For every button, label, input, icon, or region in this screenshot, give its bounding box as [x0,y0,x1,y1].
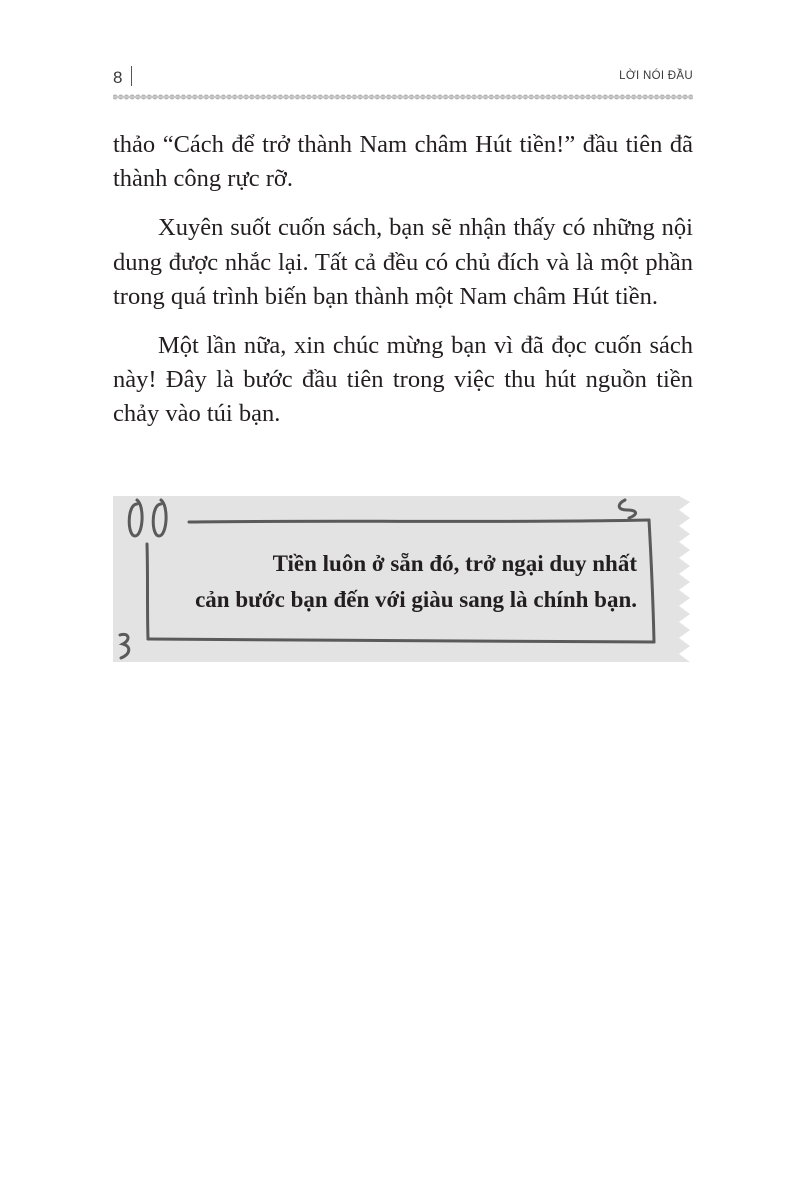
dotted-rule [113,94,693,100]
chapter-title: LỜI NÓI ĐẦU [619,70,693,82]
paragraph: Xuyên suốt cuốn sách, bạn sẽ nhận thấy có những nội dung được nhắc lại. Tất cả đều có chủ đích và là một phần trong quá trình biến bạn thành một Nam châm Hút tiền. [113,214,693,310]
body-text [113,128,693,447]
quote-line: cản bước bạn đến với giàu sang là chính bạn. [195,587,637,612]
quote-text [149,546,637,618]
quote-box [113,496,690,662]
paragraph: thảo “Cách để trở thành Nam châm Hút tiền!” đầu tiên đã thành công rực rỡ. [113,131,693,193]
paragraph: Một lần nữa, xin chúc mừng bạn vì đã đọc cuốn sách này! Đây là bước đầu tiên trong việc thu hút nguồn tiền chảy vào túi bạn. [113,332,693,428]
page-number: 8 [113,68,123,87]
header-divider [131,66,132,86]
quote-line: Tiền luôn ở sẵn đó, trở ngại duy nhất [272,551,637,576]
